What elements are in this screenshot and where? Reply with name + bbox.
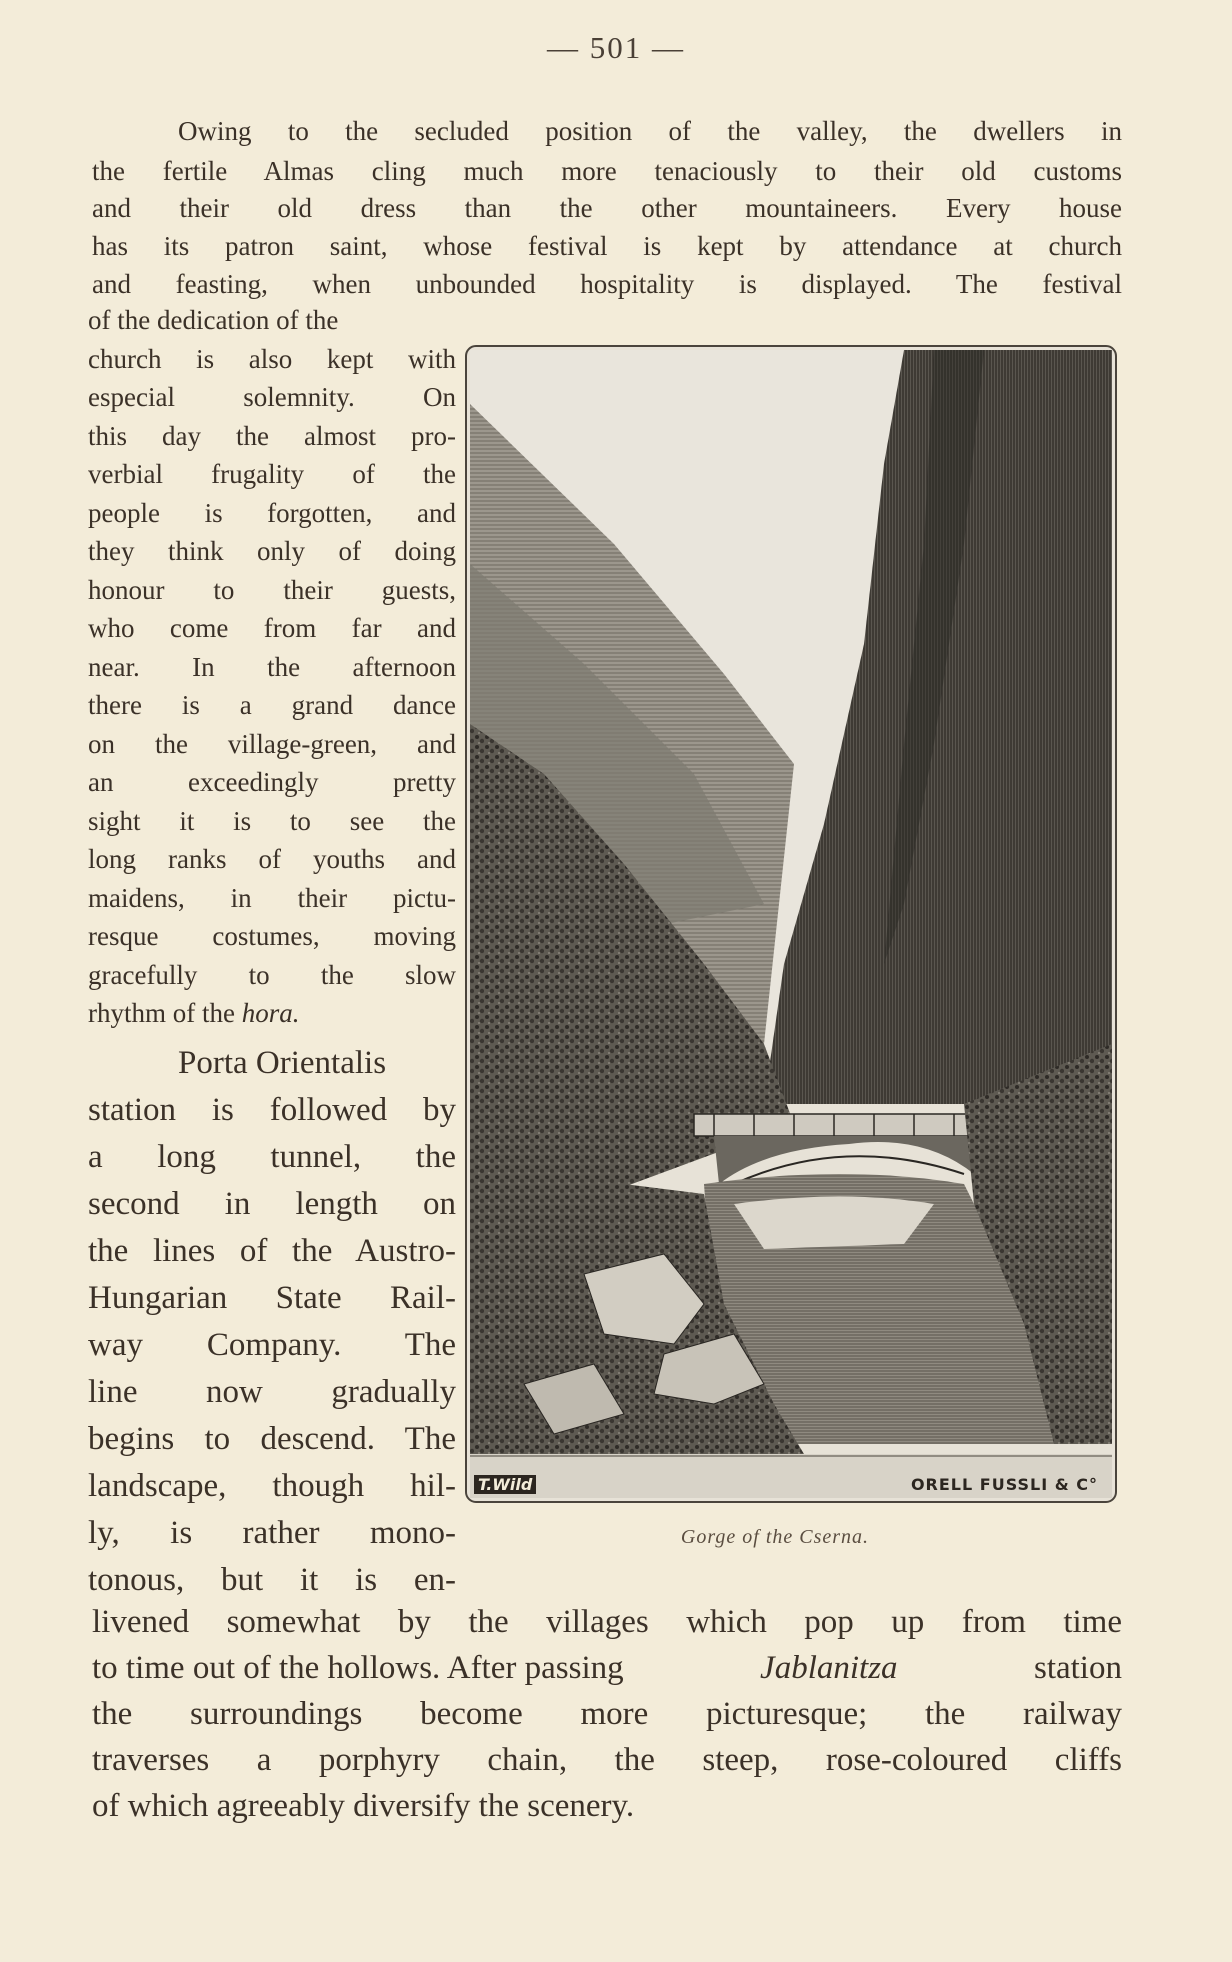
text-line: line now gradually — [88, 1374, 456, 1410]
page-number: — 501 — — [547, 30, 685, 65]
text-line: this day the almost pro- — [88, 421, 456, 451]
text-line: of the dedication of the — [88, 305, 339, 335]
text-line: station is followed by — [88, 1092, 456, 1128]
text-line-hora — [88, 998, 456, 1029]
text-line: the fertile Almas cling much more tenaciously to their old customs — [92, 156, 1122, 186]
text-line: there is a grand dance — [88, 690, 456, 720]
text-line: Hungarian State Rail- — [88, 1280, 456, 1316]
gorge-engraving — [464, 344, 1118, 1504]
text-line: and their old dress than the other mountaineers. Every house — [92, 193, 1122, 223]
text-line: begins to descend. The — [88, 1421, 456, 1457]
text-line: and feasting, when unbounded hospitality is displayed. The festival — [92, 269, 1122, 299]
text-line: second in length on — [88, 1186, 456, 1222]
engraver-credit: ORELL FUSSLI & C° — [910, 1475, 1098, 1494]
gorge-illustration — [464, 344, 1118, 1504]
text-line: the lines of the Austro- — [88, 1233, 456, 1269]
text-line: an exceedingly pretty — [88, 767, 456, 797]
text-line: maidens, in their pictu- — [88, 883, 456, 913]
text-line: verbial frugality of the — [88, 459, 456, 489]
text-line: has its patron saint, whose festival is kept by attendance at church — [92, 231, 1122, 261]
artist-signature: T.Wild — [474, 1475, 536, 1494]
text-line: Porta Orientalis — [178, 1045, 387, 1081]
text-line: Owing to the secluded position of the valley, the dwellers in — [178, 116, 1122, 146]
text-line: sight it is to see the — [88, 806, 456, 836]
text-span: to time out of the hollows. After passing — [92, 1650, 632, 1686]
text-line-jablanitza — [92, 1650, 1122, 1687]
text-line: long ranks of youths and — [88, 844, 456, 874]
text-line: people is forgotten, and — [88, 498, 456, 528]
text-line: a long tunnel, the — [88, 1139, 456, 1175]
text-line: who come from far and — [88, 613, 456, 643]
figure-caption: Gorge of the Cserna. — [680, 1526, 870, 1548]
text-line: especial solemnity. On — [88, 382, 456, 412]
text-line: traverses a porphyry chain, the steep, rose-coloured cliffs — [92, 1742, 1122, 1778]
text-line: livened somewhat by the villages which pop up from time — [92, 1604, 1122, 1640]
text-line: church is also kept with — [88, 344, 456, 374]
text-line: the surroundings become more picturesque; the railway — [92, 1696, 1122, 1732]
text-span: station — [1025, 1650, 1122, 1686]
text-line: way Company. The — [88, 1327, 456, 1363]
text-line: near. In the afternoon — [88, 652, 456, 682]
italic-word: hora. — [241, 998, 300, 1028]
text-line: landscape, though hil- — [88, 1468, 456, 1504]
text-line: gracefully to the slow — [88, 960, 456, 990]
text-line: of which agreeably diversify the scenery. — [92, 1788, 635, 1824]
text-line: on the village-green, and — [88, 729, 456, 759]
text-line: ly, is rather mono- — [88, 1515, 456, 1551]
text-line: tonous, but it is en- — [88, 1562, 456, 1598]
italic-word: Jablanitza — [760, 1650, 898, 1686]
text-span: rhythm of the — [88, 998, 242, 1028]
text-line: they think only of doing — [88, 536, 456, 566]
text-line: honour to their guests, — [88, 575, 456, 605]
text-line: resque costumes, moving — [88, 921, 456, 951]
